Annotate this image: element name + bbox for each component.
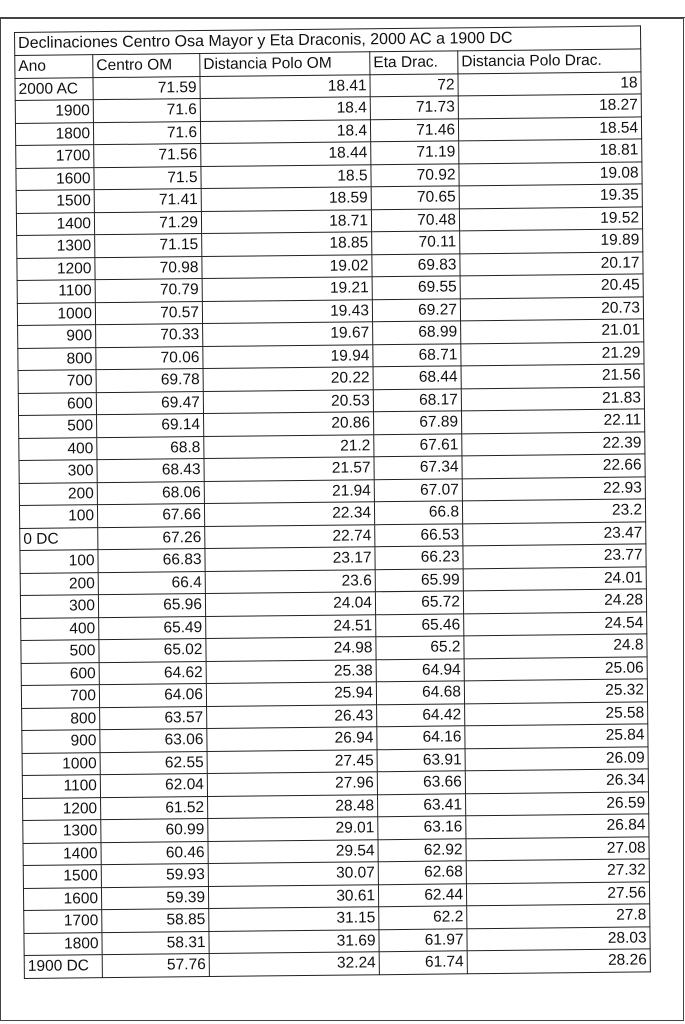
cell-year: 700 [18,370,96,393]
cell-distancia-polo-drac: 22.66 [462,454,645,478]
cell-centro-om: 71.6 [93,121,200,145]
cell-distancia-polo-drac: 28.03 [467,926,650,950]
cell-eta-drac: 65.2 [376,636,464,659]
cell-centro-om: 58.31 [102,931,209,955]
cell-eta-drac: 67.89 [373,411,461,434]
cell-year: 1500 [23,865,101,888]
cell-distancia-polo-drac: 19.08 [459,161,642,185]
cell-distancia-polo-drac: 18.81 [459,139,642,163]
cell-year: 900 [18,325,96,348]
cell-centro-om: 59.39 [101,886,208,910]
cell-centro-om: 66.4 [98,571,205,595]
cell-year: 600 [18,392,96,415]
cell-centro-om: 71.5 [94,166,201,190]
cell-distancia-polo-om: 24.04 [205,592,375,616]
cell-distancia-polo-drac: 19.35 [459,184,642,208]
cell-distancia-polo-drac: 25.58 [465,701,648,725]
cell-distancia-polo-om: 19.43 [202,299,372,323]
cell-year: 800 [22,707,100,730]
cell-distancia-polo-drac: 23.77 [463,544,646,568]
cell-eta-drac: 68.99 [373,321,461,344]
cell-distancia-polo-om: 19.02 [202,254,372,278]
cell-distancia-polo-drac: 27.08 [466,836,649,860]
cell-distancia-polo-om: 18.44 [201,142,371,166]
cell-distancia-polo-om: 31.15 [209,907,379,931]
cell-eta-drac: 70.11 [372,231,460,254]
cell-distancia-polo-om: 26.43 [207,704,377,728]
cell-centro-om: 63.06 [100,729,207,753]
cell-eta-drac: 72 [370,73,458,96]
cell-distancia-polo-drac: 20.73 [460,296,643,320]
cell-distancia-polo-drac: 25.06 [464,656,647,680]
cell-distancia-polo-drac: 18.54 [458,116,641,140]
cell-distancia-polo-om: 27.96 [207,772,377,796]
cell-eta-drac: 65.72 [375,591,463,614]
cell-year: 900 [22,730,100,753]
table-title: Declinaciones Centro Osa Mayor y Eta Draconis, 2000 AC a 1900 DC [15,26,641,55]
cell-year: 1100 [22,775,100,798]
cell-eta-drac: 65.99 [375,568,463,591]
cell-year: 500 [19,415,97,438]
cell-distancia-polo-om: 20.22 [203,367,373,391]
cell-distancia-polo-om: 19.21 [202,277,372,301]
cell-distancia-polo-drac: 26.59 [465,791,648,815]
cell-year: 1400 [16,212,94,235]
cell-distancia-polo-om: 21.94 [204,479,374,503]
cell-centro-om: 68.8 [97,436,204,460]
cell-eta-drac: 66.53 [375,523,463,546]
cell-distancia-polo-drac: 22.39 [462,431,645,455]
cell-eta-drac: 69.83 [372,253,460,276]
cell-centro-om: 60.99 [101,819,208,843]
cell-year: 1400 [23,842,101,865]
cell-centro-om: 64.06 [99,684,206,708]
cell-distancia-polo-om: 18.41 [200,74,370,98]
cell-distancia-polo-drac: 22.11 [461,409,644,433]
cell-distancia-polo-om: 22.34 [204,502,374,526]
cell-distancia-polo-drac: 22.93 [462,476,645,500]
cell-eta-drac: 71.46 [370,118,458,141]
cell-eta-drac: 68.44 [373,366,461,389]
cell-centro-om: 69.78 [96,369,203,393]
cell-distancia-polo-om: 18.5 [201,164,371,188]
cell-eta-drac: 69.27 [372,298,460,321]
cell-year: 600 [21,662,99,685]
cell-distancia-polo-drac: 26.84 [466,814,649,838]
cell-eta-drac: 70.65 [371,186,459,209]
cell-distancia-polo-om: 18.85 [202,232,372,256]
cell-eta-drac: 62.2 [379,906,467,929]
cell-distancia-polo-drac: 21.29 [461,341,644,365]
cell-centro-om: 71.41 [94,189,201,213]
cell-centro-om: 57.76 [102,954,209,978]
cell-distancia-polo-om: 24.98 [206,637,376,661]
cell-eta-drac: 62.92 [378,838,466,861]
cell-distancia-polo-om: 21.57 [204,457,374,481]
cell-year: 1300 [17,235,95,258]
cell-distancia-polo-om: 31.69 [209,929,379,953]
cell-distancia-polo-om: 21.2 [204,434,374,458]
cell-eta-drac: 68.71 [373,343,461,366]
cell-year: 1500 [16,190,94,213]
cell-eta-drac: 67.34 [374,456,462,479]
cell-year: 400 [21,617,99,640]
header-distancia-polo-drac: Distancia Polo Drac. [458,48,641,73]
cell-distancia-polo-drac: 27.32 [466,859,649,883]
declination-table [14,25,651,978]
cell-year: 1200 [17,257,95,280]
cell-distancia-polo-om: 28.48 [208,794,378,818]
cell-year: 100 [19,505,97,528]
cell-eta-drac: 66.23 [375,546,463,569]
cell-distancia-polo-drac: 26.34 [465,769,648,793]
cell-year: 800 [18,347,96,370]
cell-centro-om: 64.62 [99,661,206,685]
cell-centro-om: 63.57 [100,706,207,730]
cell-distancia-polo-om: 27.45 [207,749,377,773]
cell-eta-drac: 61.74 [379,951,467,974]
cell-distancia-polo-drac: 25.32 [464,679,647,703]
cell-eta-drac: 64.68 [376,681,464,704]
cell-centro-om: 68.43 [97,459,204,483]
cell-centro-om: 68.06 [97,481,204,505]
cell-distancia-polo-drac: 25.84 [465,724,648,748]
cell-year: 1100 [17,280,95,303]
cell-eta-drac: 70.48 [371,208,459,231]
cell-distancia-polo-om: 30.61 [208,884,378,908]
cell-distancia-polo-drac: 21.56 [461,364,644,388]
cell-year: 1300 [23,820,101,843]
cell-eta-drac: 63.66 [377,771,465,794]
cell-centro-om: 71.6 [93,99,200,123]
cell-year: 300 [19,460,97,483]
cell-eta-drac: 62.44 [378,883,466,906]
cell-centro-om: 65.96 [98,594,205,618]
cell-centro-om: 61.52 [101,796,208,820]
cell-centro-om: 66.83 [98,549,205,573]
cell-centro-om: 70.79 [95,279,202,303]
cell-distancia-polo-om: 20.86 [204,412,374,436]
cell-distancia-polo-om: 23.6 [205,569,375,593]
cell-distancia-polo-drac: 21.83 [461,386,644,410]
cell-year: 1700 [16,145,94,168]
cell-eta-drac: 71.73 [370,96,458,119]
cell-distancia-polo-om: 29.01 [208,817,378,841]
cell-distancia-polo-om: 32.24 [209,952,379,976]
cell-centro-om: 58.85 [102,909,209,933]
cell-centro-om: 70.33 [96,324,203,348]
cell-distancia-polo-om: 26.94 [207,727,377,751]
cell-centro-om: 65.02 [99,639,206,663]
cell-distancia-polo-om: 18.4 [200,119,370,143]
cell-eta-drac: 63.91 [377,748,465,771]
cell-eta-drac: 67.61 [374,433,462,456]
cell-year: 1900 [15,100,93,123]
cell-centro-om: 67.66 [97,504,204,528]
cell-centro-om: 65.49 [99,616,206,640]
cell-centro-om: 59.93 [101,864,208,888]
cell-distancia-polo-om: 20.53 [203,389,373,413]
cell-distancia-polo-drac: 20.45 [460,274,643,298]
cell-year: 700 [21,685,99,708]
cell-distancia-polo-drac: 28.26 [467,949,650,973]
cell-year: 1700 [24,910,102,933]
cell-year: 2000 AC [15,77,93,100]
cell-distancia-polo-om: 18.71 [201,209,371,233]
cell-centro-om: 60.46 [101,841,208,865]
cell-distancia-polo-drac: 24.01 [463,566,646,590]
cell-year: 1600 [16,167,94,190]
header-year: Ano [15,54,93,78]
cell-centro-om: 62.04 [100,774,207,798]
cell-eta-drac: 63.16 [378,816,466,839]
cell-centro-om: 71.56 [94,144,201,168]
cell-distancia-polo-drac: 24.8 [464,634,647,658]
cell-year: 1600 [23,887,101,910]
cell-eta-drac: 64.16 [377,726,465,749]
cell-distancia-polo-drac: 24.28 [463,589,646,613]
cell-distancia-polo-drac: 20.17 [460,251,643,275]
cell-centro-om: 71.59 [93,76,200,100]
cell-centro-om: 69.14 [97,414,204,438]
cell-year: 400 [19,437,97,460]
cell-eta-drac: 68.17 [373,388,461,411]
header-distancia-polo-om: Distancia Polo OM [200,51,370,76]
cell-eta-drac: 70.92 [371,163,459,186]
cell-distancia-polo-om: 19.67 [203,322,373,346]
cell-eta-drac: 66.8 [374,501,462,524]
cell-eta-drac: 62.68 [378,861,466,884]
cell-year: 1900 DC [24,955,102,978]
header-eta-drac: Eta Drac. [370,50,458,74]
cell-year: 300 [20,595,98,618]
header-centro-om: Centro OM [93,53,200,77]
cell-distancia-polo-om: 25.38 [206,659,376,683]
cell-year: 100 [20,550,98,573]
cell-distancia-polo-om: 22.74 [205,524,375,548]
cell-distancia-polo-drac: 21.01 [461,319,644,343]
cell-year: 1000 [17,302,95,325]
cell-distancia-polo-drac: 24.54 [464,611,647,635]
cell-distancia-polo-drac: 27.56 [466,881,649,905]
cell-year: 0 DC [20,527,98,550]
cell-distancia-polo-drac: 19.89 [460,229,643,253]
cell-eta-drac: 64.94 [376,658,464,681]
cell-year: 200 [20,572,98,595]
cell-distancia-polo-om: 23.17 [205,547,375,571]
cell-distancia-polo-drac: 27.8 [467,904,650,928]
cell-year: 1800 [15,122,93,145]
cell-distancia-polo-om: 29.54 [208,839,378,863]
top-rule [0,0,685,18]
cell-eta-drac: 63.41 [378,793,466,816]
cell-centro-om: 71.15 [95,234,202,258]
cell-centro-om: 69.47 [96,391,203,415]
cell-distancia-polo-om: 25.94 [206,682,376,706]
cell-centro-om: 70.98 [95,256,202,280]
cell-distancia-polo-drac: 23.2 [462,499,645,523]
cell-distancia-polo-om: 30.07 [208,862,378,886]
scanned-sheet [14,25,654,1007]
cell-eta-drac: 61.97 [379,928,467,951]
cell-distancia-polo-drac: 18 [458,71,641,95]
cell-distancia-polo-drac: 26.09 [465,746,648,770]
cell-eta-drac: 71.19 [371,141,459,164]
cell-distancia-polo-drac: 18.27 [458,94,641,118]
cell-distancia-polo-om: 18.4 [200,97,370,121]
cell-year: 1200 [23,797,101,820]
cell-year: 200 [19,482,97,505]
cell-year: 500 [21,640,99,663]
cell-year: 1000 [22,752,100,775]
cell-distancia-polo-om: 19.94 [203,344,373,368]
cell-eta-drac: 65.46 [376,613,464,636]
cell-eta-drac: 69.55 [372,276,460,299]
cell-year: 1800 [24,932,102,955]
cell-eta-drac: 64.42 [377,703,465,726]
cell-centro-om: 70.06 [96,346,203,370]
cell-centro-om: 62.55 [100,751,207,775]
cell-centro-om: 70.57 [95,301,202,325]
cell-distancia-polo-om: 24.51 [206,614,376,638]
cell-eta-drac: 67.07 [374,478,462,501]
cell-centro-om: 71.29 [94,211,201,235]
cell-distancia-polo-om: 18.59 [201,187,371,211]
cell-distancia-polo-drac: 19.52 [459,206,642,230]
cell-centro-om: 67.26 [98,526,205,550]
cell-distancia-polo-drac: 23.47 [463,521,646,545]
